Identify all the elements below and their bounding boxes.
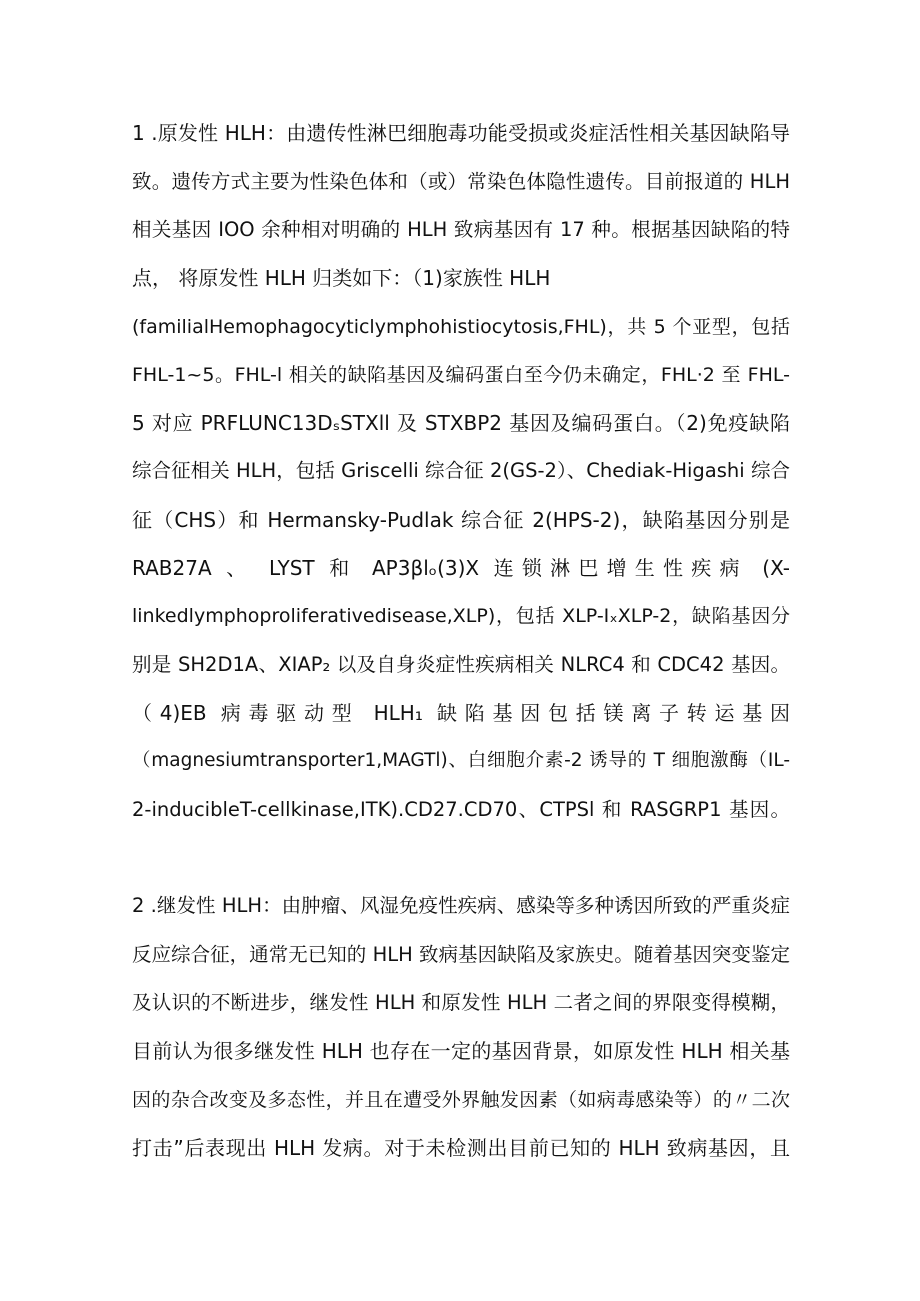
text-line: 点， 将原发性 HLH 归类如下：（1)家族性 HLH [132,266,551,290]
text-line: 1 .原发性 HLH：由遗传性淋巴细胞毒功能受损或炎症活性相关基因缺陷导 [132,121,790,145]
text-line: 打击”后表现出 HLH 发病。对于未检测出目前已知的 HLH 致病基因，且 [132,1136,790,1160]
text-line: linkedlymphoproliferativedisease,XLP)，包括 XLP-IₓXLP-2，缺陷基因分 [132,605,790,627]
text-line: 目前认为很多继发性 HLH 也存在一定的基因背景，如原发性 HLH 相关基 [132,1039,790,1063]
text-line: 因的杂合改变及多态性，并且在遭受外界触发因素（如病毒感染等）的〃二次 [132,1089,790,1111]
text-line: 征（CHS）和 Hermansky-Pudlak 综合征 2(HPS-2)，缺陷基因分别是 [132,508,790,532]
text-line: 2-inducibleT-cellkinase,ITK).CD27.CD70、CTPSl 和 RASGRP1 基因。 [132,798,790,821]
text-line: （magnesiumtransporter1,MAGTl)、白细胞介素-2 诱导的 T 细胞激酶（IL- [132,750,790,771]
text-line: 及认识的不断进步，继发性 HLH 和原发性 HLH 二者之间的界限变得模糊， [132,991,790,1014]
text-line: 综合征相关 HLH，包括 Griscelli 综合征 2(GS-2）、Chediak-Higashi 综合 [132,459,790,482]
text-line: 别是 SH2D1A、XIAP₂ 以及自身炎症性疾病相关 NLRC4 和 CDC42 基因。 [132,653,790,676]
text-line: (familialHemophagocyticlymphohistiocytosis,FHL)，共 5 个亚型，包括 [132,316,790,338]
text-line: 2 .继发性 HLH：由肿瘤、风湿免疫性疾病、感染等多种诱因所致的严重炎症 [132,894,790,917]
text-line: 5 对应 PRFLUNC13DₛSTXll 及 STXBP2 基因及编码蛋白。（2)免疫缺陷 [132,411,790,435]
text-line: RAB27A 、 LYST 和 AP3βlₒ(3)X 连锁淋巴增生性疾病 (X- [132,556,790,580]
text-line: FHL-1~5。FHL-l 相关的缺陷基因及编码蛋白至今仍未确定，FHL·2 至 FHL- [132,364,790,386]
text-line: （4)EB 病毒驱动型 HLH₁ 缺陷基因包括镁离子转运基因 [132,701,790,725]
text-line: 相关基因 IOO 余种相对明确的 HLH 致病基因有 17 种。根据基因缺陷的特 [132,218,790,241]
text-line: 反应综合征，通常无已知的 HLH 致病基因缺陷及家族史。随着基因突变鉴定 [132,943,790,966]
text-line: 致。遗传方式主要为性染色体和（或）常染色体隐性遗传。目前报道的 HLH [132,170,790,193]
